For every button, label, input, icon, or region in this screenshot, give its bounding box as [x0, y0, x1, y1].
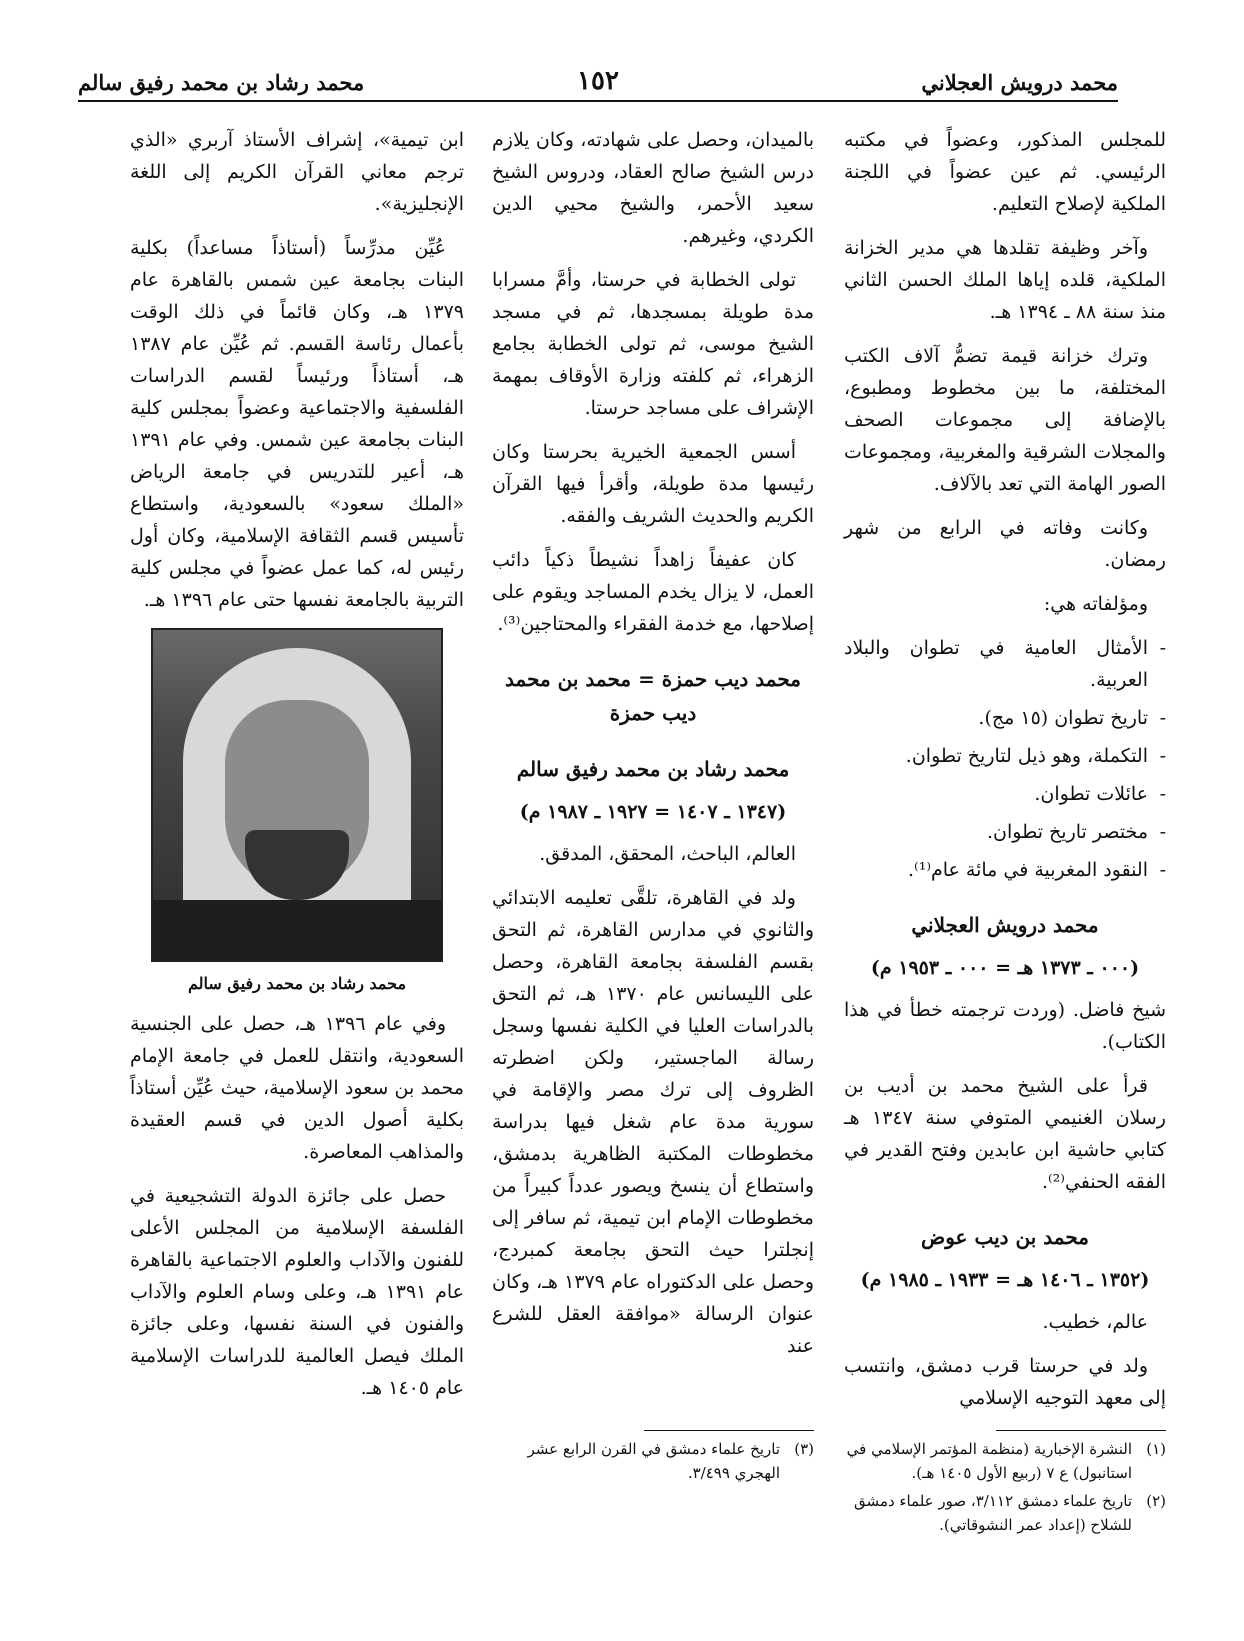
list-item: - الأمثال العامية في تطوان والبلاد العربية. [844, 632, 1166, 696]
footnote-number: (٢) [1146, 1492, 1166, 1510]
paragraph: بالميدان، وحصل على شهادته، وكان يلازم درس الشيخ صالح العقاد، ودروس الشيخ سعيد الأحمر، والشيخ محيي الدين الكردي، وغيرهم. [492, 129, 814, 247]
paragraph: ومؤلفاته هي: [1043, 593, 1148, 615]
paragraph: وكانت وفاته في الرابع من شهر رمضان. [844, 517, 1166, 571]
paragraph: وفي عام ١٣٩٦ هـ، حصل على الجنسية السعودية، وانتقل للعمل في جامعة الإمام محمد بن سعود الإسلامية، حيث عُيِّن أستاذاً بكلية أصول الدين في قسم العقيدة والمذاهب المعاصرة. [130, 1013, 464, 1163]
paragraph: ولد في حرستا قرب دمشق، وانتسب إلى معهد التوجيه الإسلامي [844, 1355, 1166, 1409]
paragraph: عُيِّن مدرِّساً (أستاذاً مساعداً) بكلية البنات بجامعة عين شمس بالقاهرة عام ١٣٧٩ هـ، وكان قائماً في ذلك الوقت بأعمال رئاسة القسم. ثم عُيِّن عام ١٣٨٧ هـ، أستاذاً ورئيساً لقسم الدراسات الفلسفية والاجتماعية وعضواً بمجلس كلية البنات بجامعة عين شمس. وفي عام ١٣٩١ هـ، أعير للتدريس في جامعة الرياض «الملك سعود» بالسعودية، واستطاع تأسيس قسم الثقافة الإسلامية، وكان أول رئيس له، كما عمل عضواً في مجلس كلية التربية بالجامعة نفسها حتى عام ١٣٩٦ هـ. [130, 237, 464, 611]
footnote [492, 1437, 814, 1485]
entry-heading: محمد ديب حمزة = محمد بن محمد ديب حمزة [505, 667, 801, 725]
entry-heading: محمد درويش العجلاني [911, 913, 1099, 937]
footnotes-middle [492, 1422, 814, 1489]
paragraph: شيخ فاضل. (وردت ترجمته خطأ في هذا الكتاب). [844, 999, 1166, 1053]
footnote-rule [644, 1430, 814, 1431]
footnote-text: النشرة الإخبارية (منظمة المؤتمر الإسلامي في استانبول) ع ٧ (ربيع الأول ١٤٠٥ هـ). [846, 1440, 1132, 1482]
footnote-number: (١) [1146, 1440, 1166, 1458]
running-header [78, 62, 1118, 102]
footnote-rule [996, 1430, 1166, 1431]
works-list [844, 632, 1166, 886]
header-rule [78, 100, 1118, 102]
page-number: ١٥٢ [577, 66, 619, 96]
list-item: - عائلات تطوان. [844, 778, 1166, 810]
running-title-right: محمد درويش العجلاني [921, 70, 1118, 95]
paragraph: وآخر وظيفة تقلدها هي مدير الخزانة الملكية، قلده إياها الملك الحسن الثاني منذ سنة ٨٨ ـ ١٣٩٤ هـ. [844, 237, 1166, 323]
paragraph: ابن تيمية»، إشراف الأستاذ آربري «الذي ترجم معاني القرآن الكريم إلى اللغة الإنجليزية». [130, 129, 464, 215]
list-item: - النقود المغربية في مائة عام⁽¹⁾. [844, 854, 1166, 886]
footnote-text: تاريخ علماء دمشق ٣/١١٢، صور علماء دمشق للشلاح (إعداد عمر النشوقاتي). [854, 1492, 1132, 1534]
entry-heading: محمد رشاد بن محمد رفيق سالم [516, 757, 790, 781]
paragraph: تولى الخطابة في حرستا، وأمَّ مسرابا مدة طويلة بمسجدها، ثم في مسجد الشيخ موسى، ثم تولى الخطابة بجامع الزهراء، ثم كلفته وزارة الأوقاف بمهمة الإشراف على مساجد حرستا. [492, 269, 814, 419]
paragraph: العالم، الباحث، المحقق، المدقق. [539, 843, 796, 865]
robe-shape [153, 900, 441, 960]
list-item: - مختصر تاريخ تطوان. [844, 816, 1166, 848]
paragraph: كان عفيفاً زاهداً نشيطاً ذكياً دائب العمل، لا يزال يخدم المساجد ويقوم على إصلاحها، مع خدمة الفقراء والمحتاجين⁽³⁾. [492, 549, 814, 635]
photo-caption: محمد رشاد بن محمد رفيق سالم [187, 974, 407, 993]
column-middle [492, 124, 814, 1374]
paragraph: حصل على جائزة الدولة التشجيعية في الفلسفة الإسلامية من المجلس الأعلى للفنون والآداب والعلوم الاجتماعية بالقاهرة عام ١٣٩١ هـ، وعلى وسام العلوم والآداب والفنون في السنة نفسها، وعلى جائزة الملك فيصل العالمية للدراسات الإسلامية عام ١٤٠٥ هـ. [130, 1185, 464, 1399]
entry-dates: (١٣٤٧ ـ ١٤٠٧ = ١٩٢٧ ـ ١٩٨٧ م) [519, 801, 787, 823]
list-item: - تاريخ تطوان (١٥ مج). [844, 702, 1166, 734]
entry-dates: (١٣٥٢ ـ ١٤٠٦ هـ = ١٩٣٣ ـ ١٩٨٥ م) [860, 1269, 1150, 1291]
column-left [130, 124, 464, 1416]
column-right [844, 124, 1166, 1426]
paragraph: قرأ على الشيخ محمد بن أديب بن رسلان الغنيمي المتوفي سنة ١٣٤٧ هـ كتابي حاشية ابن عابدين وفتح القدير في الفقه الحنفي⁽²⁾. [844, 1075, 1166, 1193]
footnote [844, 1437, 1166, 1485]
footnote-number: (٣) [794, 1440, 814, 1458]
footnote-text: تاريخ علماء دمشق في القرن الرابع عشر الهجري ٣/٤٩٩. [527, 1440, 780, 1482]
paragraph: للمجلس المذكور، وعضواً في مكتبه الرئيسي. ثم عين عضواً في اللجنة الملكية لإصلاح التعليم. [844, 129, 1166, 215]
list-item: - التكملة، وهو ذيل لتاريخ تطوان. [844, 740, 1166, 772]
paragraph: وترك خزانة قيمة تضمُّ آلاف الكتب المختلفة، ما بين مخطوط ومطبوع، بالإضافة إلى مجموعات الصحف والمجلات الشرقية والمغربية، ومجموعات الصور الهامة التي تعد بالآلاف. [844, 345, 1166, 495]
running-title-left: محمد رشاد بن محمد رفيق سالم [78, 70, 365, 95]
portrait-photo [151, 628, 443, 962]
paragraph: ولد في القاهرة، تلقَّى تعليمه الابتدائي والثانوي في مدارس القاهرة، ثم التحق بقسم الفلسفة بجامعة القاهرة، وحصل على الليسانس عام ١٣٧٠ هـ، ثم التحق بالدراسات العليا في الكلية نفسها وسجل رسالة الماجستير، ولكن اضطرته الظروف إلى ترك مصر والإقامة في سورية مدة عام شغل فيها بدراسة مخطوطات المكتبة الظاهرية بدمشق، واستطاع أن ينسخ ويصور عدداً كبيراً من مخطوطات الإمام ابن تيمية، ثم سافر إلى إنجلترا حيث التحق بجامعة كمبردج، وحصل على الدكتوراه عام ١٣٧٩ هـ، وكان عنوان الرسالة «موافقة العقل للشرع عند [492, 887, 815, 1357]
entry-dates: (٠٠٠ ـ ١٣٧٣ هـ = ٠٠٠ ـ ١٩٥٣ م) [870, 957, 1140, 979]
footnotes-right [844, 1422, 1166, 1541]
paragraph: أسس الجمعية الخيرية بحرستا وكان رئيسها مدة طويلة، وأقرأ فيها القرآن الكريم والحديث الشريف والفقه. [492, 441, 814, 527]
paragraph: عالم، خطيب. [1042, 1311, 1148, 1333]
footnote [844, 1489, 1166, 1537]
entry-heading: محمد بن ديب عوض [921, 1225, 1089, 1249]
